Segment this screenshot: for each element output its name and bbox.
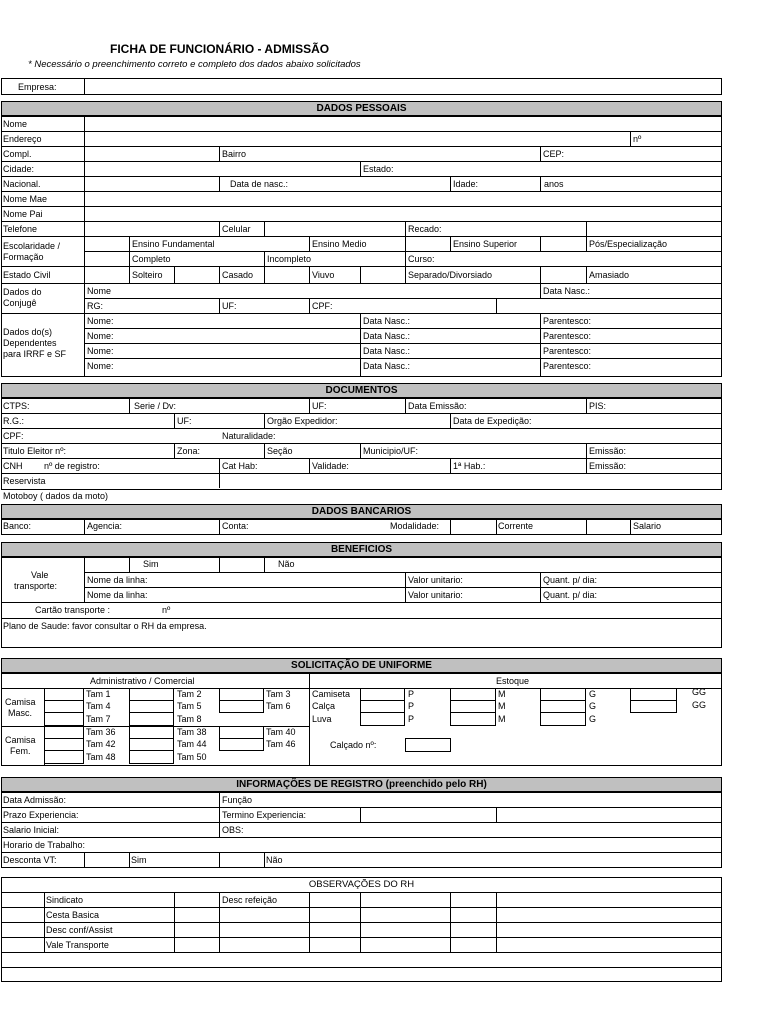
- dependentes-label-2: Dependentes: [3, 338, 57, 348]
- tam1-label: Tam 1: [86, 689, 111, 699]
- secao-label: Seção: [267, 446, 293, 456]
- dependentes-label-1: Dados do(s): [3, 327, 53, 337]
- anos-label: anos: [544, 179, 564, 189]
- tam4-label: Tam 4: [86, 701, 111, 711]
- tam7-label: Tam 7: [86, 714, 111, 724]
- naturalidade-label: Naturalidade:: [222, 431, 276, 441]
- ensino-superior-label: Ensino Superior: [453, 239, 518, 249]
- tam8-checkbox[interactable]: [129, 712, 174, 726]
- tam6-checkbox[interactable]: [219, 700, 264, 713]
- recado-label: Recado:: [408, 224, 442, 234]
- section-uniforme: SOLICITAÇÃO DE UNIFORME: [1, 658, 722, 673]
- size-p-checkbox[interactable]: [450, 712, 496, 726]
- section-dados-pessoais: DADOS PESSOAIS: [1, 101, 722, 116]
- cesta-basica-label: Cesta Basica: [46, 910, 100, 920]
- tam46-label: Tam 46: [266, 739, 296, 749]
- separado-label: Separado/Divorsiado: [408, 270, 493, 280]
- termino-label: Termino Experiencia:: [222, 810, 307, 820]
- conjuge-label-2: Conjugê: [3, 298, 37, 308]
- incompleto-label: Incompleto: [267, 254, 312, 264]
- camisa-fem-label-2: Fem.: [10, 746, 31, 756]
- size-gg-label: GG: [692, 687, 707, 697]
- tam7-checkbox[interactable]: [44, 712, 84, 726]
- tam5-label: Tam 5: [177, 701, 202, 711]
- camisa-masc-label-2: Masc.: [8, 708, 33, 718]
- linha-label: Nome da linha:: [87, 575, 148, 585]
- solteiro-label: Solteiro: [132, 270, 163, 280]
- form-subtitle: * Necessário o preenchimento correto e completo dos dados abaixo solicitados: [28, 59, 361, 70]
- section-beneficios: BENEFICIOS: [1, 542, 722, 557]
- tam6-label: Tam 6: [266, 701, 291, 711]
- conjuge-data-label: Data Nasc.:: [543, 286, 591, 296]
- desc-refeicao-label: Desc refeição: [222, 895, 278, 905]
- size-m-label: M: [498, 689, 506, 699]
- curso-label: Curso:: [408, 254, 435, 264]
- tam50-checkbox[interactable]: [129, 750, 174, 764]
- tam48-checkbox[interactable]: [44, 750, 84, 764]
- estado-label: Estado:: [363, 164, 394, 174]
- vale-transporte-label: Vale Transporte: [46, 940, 109, 950]
- calca-label: Calça: [312, 701, 336, 711]
- cpf-label: CPF:: [3, 431, 24, 441]
- nome-mae-label: Nome Mae: [3, 194, 48, 204]
- obs-label: OBS:: [222, 825, 244, 835]
- salario-inicial-label: Salario Inicial:: [3, 825, 60, 835]
- linha-label: Nome da linha:: [87, 590, 148, 600]
- nome-pai-label: Nome Pai: [3, 209, 43, 219]
- endereco-label: Endereço: [3, 134, 42, 144]
- camiseta-label: Camiseta: [312, 689, 351, 699]
- luva-qty[interactable]: [360, 712, 405, 726]
- cartao-label: Cartão transporte :: [35, 605, 111, 615]
- quant-label: Quant. p/ dia:: [543, 575, 598, 585]
- casado-label: Casado: [222, 270, 254, 280]
- valor-label: Valor unitario:: [408, 590, 463, 600]
- data-emissao-label: Data Emissão:: [408, 401, 467, 411]
- nacional-label: Nacional.: [3, 179, 41, 189]
- idade-label: Idade:: [453, 179, 479, 189]
- cidade-label: Cidade:: [3, 164, 35, 174]
- plano-saude-label: Plano de Saude: favor consultar o RH da empresa.: [3, 621, 207, 631]
- formacao-label: Formação: [3, 252, 44, 262]
- primeira-hab-label: 1ª Hab.:: [453, 461, 486, 471]
- rg-uf-label: UF:: [177, 416, 192, 426]
- calcado-input[interactable]: [405, 738, 451, 752]
- motoboy-label: Motoboy ( dados da moto): [3, 491, 109, 501]
- vt-nao-label: Não: [278, 559, 295, 569]
- dep-data-label: Data Nasc.:: [363, 361, 411, 371]
- nome-label: Nome: [3, 119, 28, 129]
- conjuge-rg-label: RG:: [87, 301, 104, 311]
- dep-data-label: Data Nasc.:: [363, 346, 411, 356]
- modalidade-label: Modalidade:: [390, 521, 440, 531]
- desconta-nao-label: Não: [266, 855, 283, 865]
- adm-label: Administrativo / Comercial: [90, 676, 195, 686]
- conjuge-nome-label: Nome: [87, 286, 112, 296]
- horario-label: Horario de Trabalho:: [3, 840, 86, 850]
- celular-label: Celular: [222, 224, 251, 234]
- estado-civil-label: Estado Civil: [3, 270, 51, 280]
- reservista-label: Reservista: [3, 476, 46, 486]
- form-title: FICHA DE FUNCIONÁRIO - ADMISSÃO: [110, 42, 330, 56]
- vale-label-2: transporte:: [14, 581, 58, 591]
- tam40-label: Tam 40: [266, 727, 296, 737]
- dep-nome-label: Nome:: [87, 316, 114, 326]
- camisa-masc-label-1: Camisa: [5, 697, 36, 707]
- cartao-numero-label: nº: [162, 605, 171, 615]
- size-g-label: G: [589, 701, 597, 711]
- viuvo-label: Viuvo: [312, 270, 335, 280]
- data-exp-label: Data de Expedição:: [453, 416, 532, 426]
- estoque-label: Estoque: [496, 676, 530, 686]
- agencia-label: Agencia:: [87, 521, 123, 531]
- size-m-checkbox[interactable]: [540, 712, 586, 726]
- desc-conf-label: Desc conf/Assist: [46, 925, 113, 935]
- tam48-label: Tam 48: [86, 752, 116, 762]
- size-p-label: P: [408, 689, 415, 699]
- banco-label: Banco:: [3, 521, 32, 531]
- desconta-sim-label: Sim: [131, 855, 147, 865]
- size-g-checkbox[interactable]: [630, 700, 677, 713]
- dep-parent-label: Parentesco:: [543, 316, 592, 326]
- cnh-emissao-label: Emissão:: [589, 461, 627, 471]
- validade-label: Validade:: [312, 461, 349, 471]
- funcao-label: Função: [222, 795, 253, 805]
- conjuge-label-1: Dados do: [3, 287, 42, 297]
- numero-label: nº: [633, 134, 642, 144]
- prazo-label: Prazo Experiencia:: [3, 810, 79, 820]
- size-g-label: G: [589, 689, 597, 699]
- tam8-label: Tam 8: [177, 714, 202, 724]
- size-m-label: M: [498, 714, 506, 724]
- cnh-registro-label: nº de registro:: [44, 461, 100, 471]
- dep-data-label: Data Nasc.:: [363, 316, 411, 326]
- orgao-label: Orgão Expedidor:: [267, 416, 338, 426]
- tam50-label: Tam 50: [177, 752, 207, 762]
- bairro-label: Bairro: [222, 149, 247, 159]
- tam2-label: Tam 2: [177, 689, 202, 699]
- tam36-label: Tam 36: [86, 727, 116, 737]
- data-nasc-label: Data de nasc.:: [230, 179, 289, 189]
- quant-label: Quant. p/ dia:: [543, 590, 598, 600]
- dep-parent-label: Parentesco:: [543, 361, 592, 371]
- documentos-table: [1, 398, 722, 490]
- dependentes-label-3: para IRRF e SF: [3, 349, 67, 359]
- tam3-label: Tam 3: [266, 689, 291, 699]
- tam38-label: Tam 38: [177, 727, 207, 737]
- tam46-checkbox[interactable]: [219, 738, 264, 751]
- section-registro: INFORMAÇÕES DE REGISTRO (preenchido pelo RH): [1, 777, 722, 792]
- dep-data-label: Data Nasc.:: [363, 331, 411, 341]
- vale-label-1: Vale: [31, 570, 49, 580]
- completo-label: Completo: [132, 254, 171, 264]
- ensino-medio-label: Ensino Medio: [312, 239, 367, 249]
- valor-label: Valor unitario:: [408, 575, 463, 585]
- serie-label: Serie / Dv:: [134, 401, 177, 411]
- size-p-label: P: [408, 701, 415, 711]
- conjuge-cpf-label: CPF:: [312, 301, 333, 311]
- conjuge-uf-label: UF:: [222, 301, 237, 311]
- ctps-uf-label: UF:: [312, 401, 327, 411]
- dep-parent-label: Parentesco:: [543, 346, 592, 356]
- size-g-label: G: [589, 714, 597, 724]
- section-documentos: DOCUMENTOS: [1, 383, 722, 398]
- ensino-fundamental-label: Ensino Fundamental: [132, 239, 215, 249]
- dep-nome-label: Nome:: [87, 346, 114, 356]
- sindicato-label: Sindicato: [46, 895, 84, 905]
- empresa-input[interactable]: [84, 79, 721, 94]
- salario-label: Salario: [633, 521, 662, 531]
- cnh-label: CNH: [3, 461, 23, 471]
- size-gg-label: GG: [692, 700, 707, 710]
- conta-label: Conta:: [222, 521, 249, 531]
- registro-table: [1, 792, 722, 868]
- camisa-fem-label-1: Camisa: [5, 735, 36, 745]
- section-dados-bancarios: DADOS BANCARIOS: [1, 504, 722, 519]
- dep-nome-label: Nome:: [87, 361, 114, 371]
- data-admissao-label: Data Admissão:: [3, 795, 67, 805]
- corrente-label: Corrente: [498, 521, 534, 531]
- cep-label: CEP:: [543, 149, 565, 159]
- section-observacoes: OBSERVAÇÕES DO RH: [308, 879, 415, 890]
- pos-especializacao-label: Pós/Especialização: [589, 239, 668, 249]
- empresa-label: Empresa:: [18, 82, 57, 92]
- rg-label: R.G.:: [3, 416, 25, 426]
- zona-label: Zona:: [177, 446, 201, 456]
- dep-parent-label: Parentesco:: [543, 331, 592, 341]
- titulo-emissao-label: Emissão:: [589, 446, 627, 456]
- desconta-vt-label: Desconta VT:: [3, 855, 57, 865]
- amasiado-label: Amasiado: [589, 270, 630, 280]
- calcado-label: Calçado nº:: [330, 740, 377, 750]
- size-p-label: P: [408, 714, 415, 724]
- tam42-label: Tam 42: [86, 739, 116, 749]
- size-m-label: M: [498, 701, 506, 711]
- luva-label: Luva: [312, 714, 332, 724]
- dep-nome-label: Nome:: [87, 331, 114, 341]
- vt-sim-label: Sim: [143, 559, 159, 569]
- compl-label: Compl.: [3, 149, 32, 159]
- escolaridade-label: Escolaridade /: [3, 241, 61, 251]
- pis-label: PIS:: [589, 401, 607, 411]
- titulo-label: Titulo Eleitor nº:: [3, 446, 66, 456]
- tam44-label: Tam 44: [177, 739, 207, 749]
- municipio-label: Municipio/UF:: [363, 446, 419, 456]
- ctps-label: CTPS:: [3, 401, 30, 411]
- cat-hab-label: Cat Hab:: [222, 461, 258, 471]
- telefone-label: Telefone: [3, 224, 38, 234]
